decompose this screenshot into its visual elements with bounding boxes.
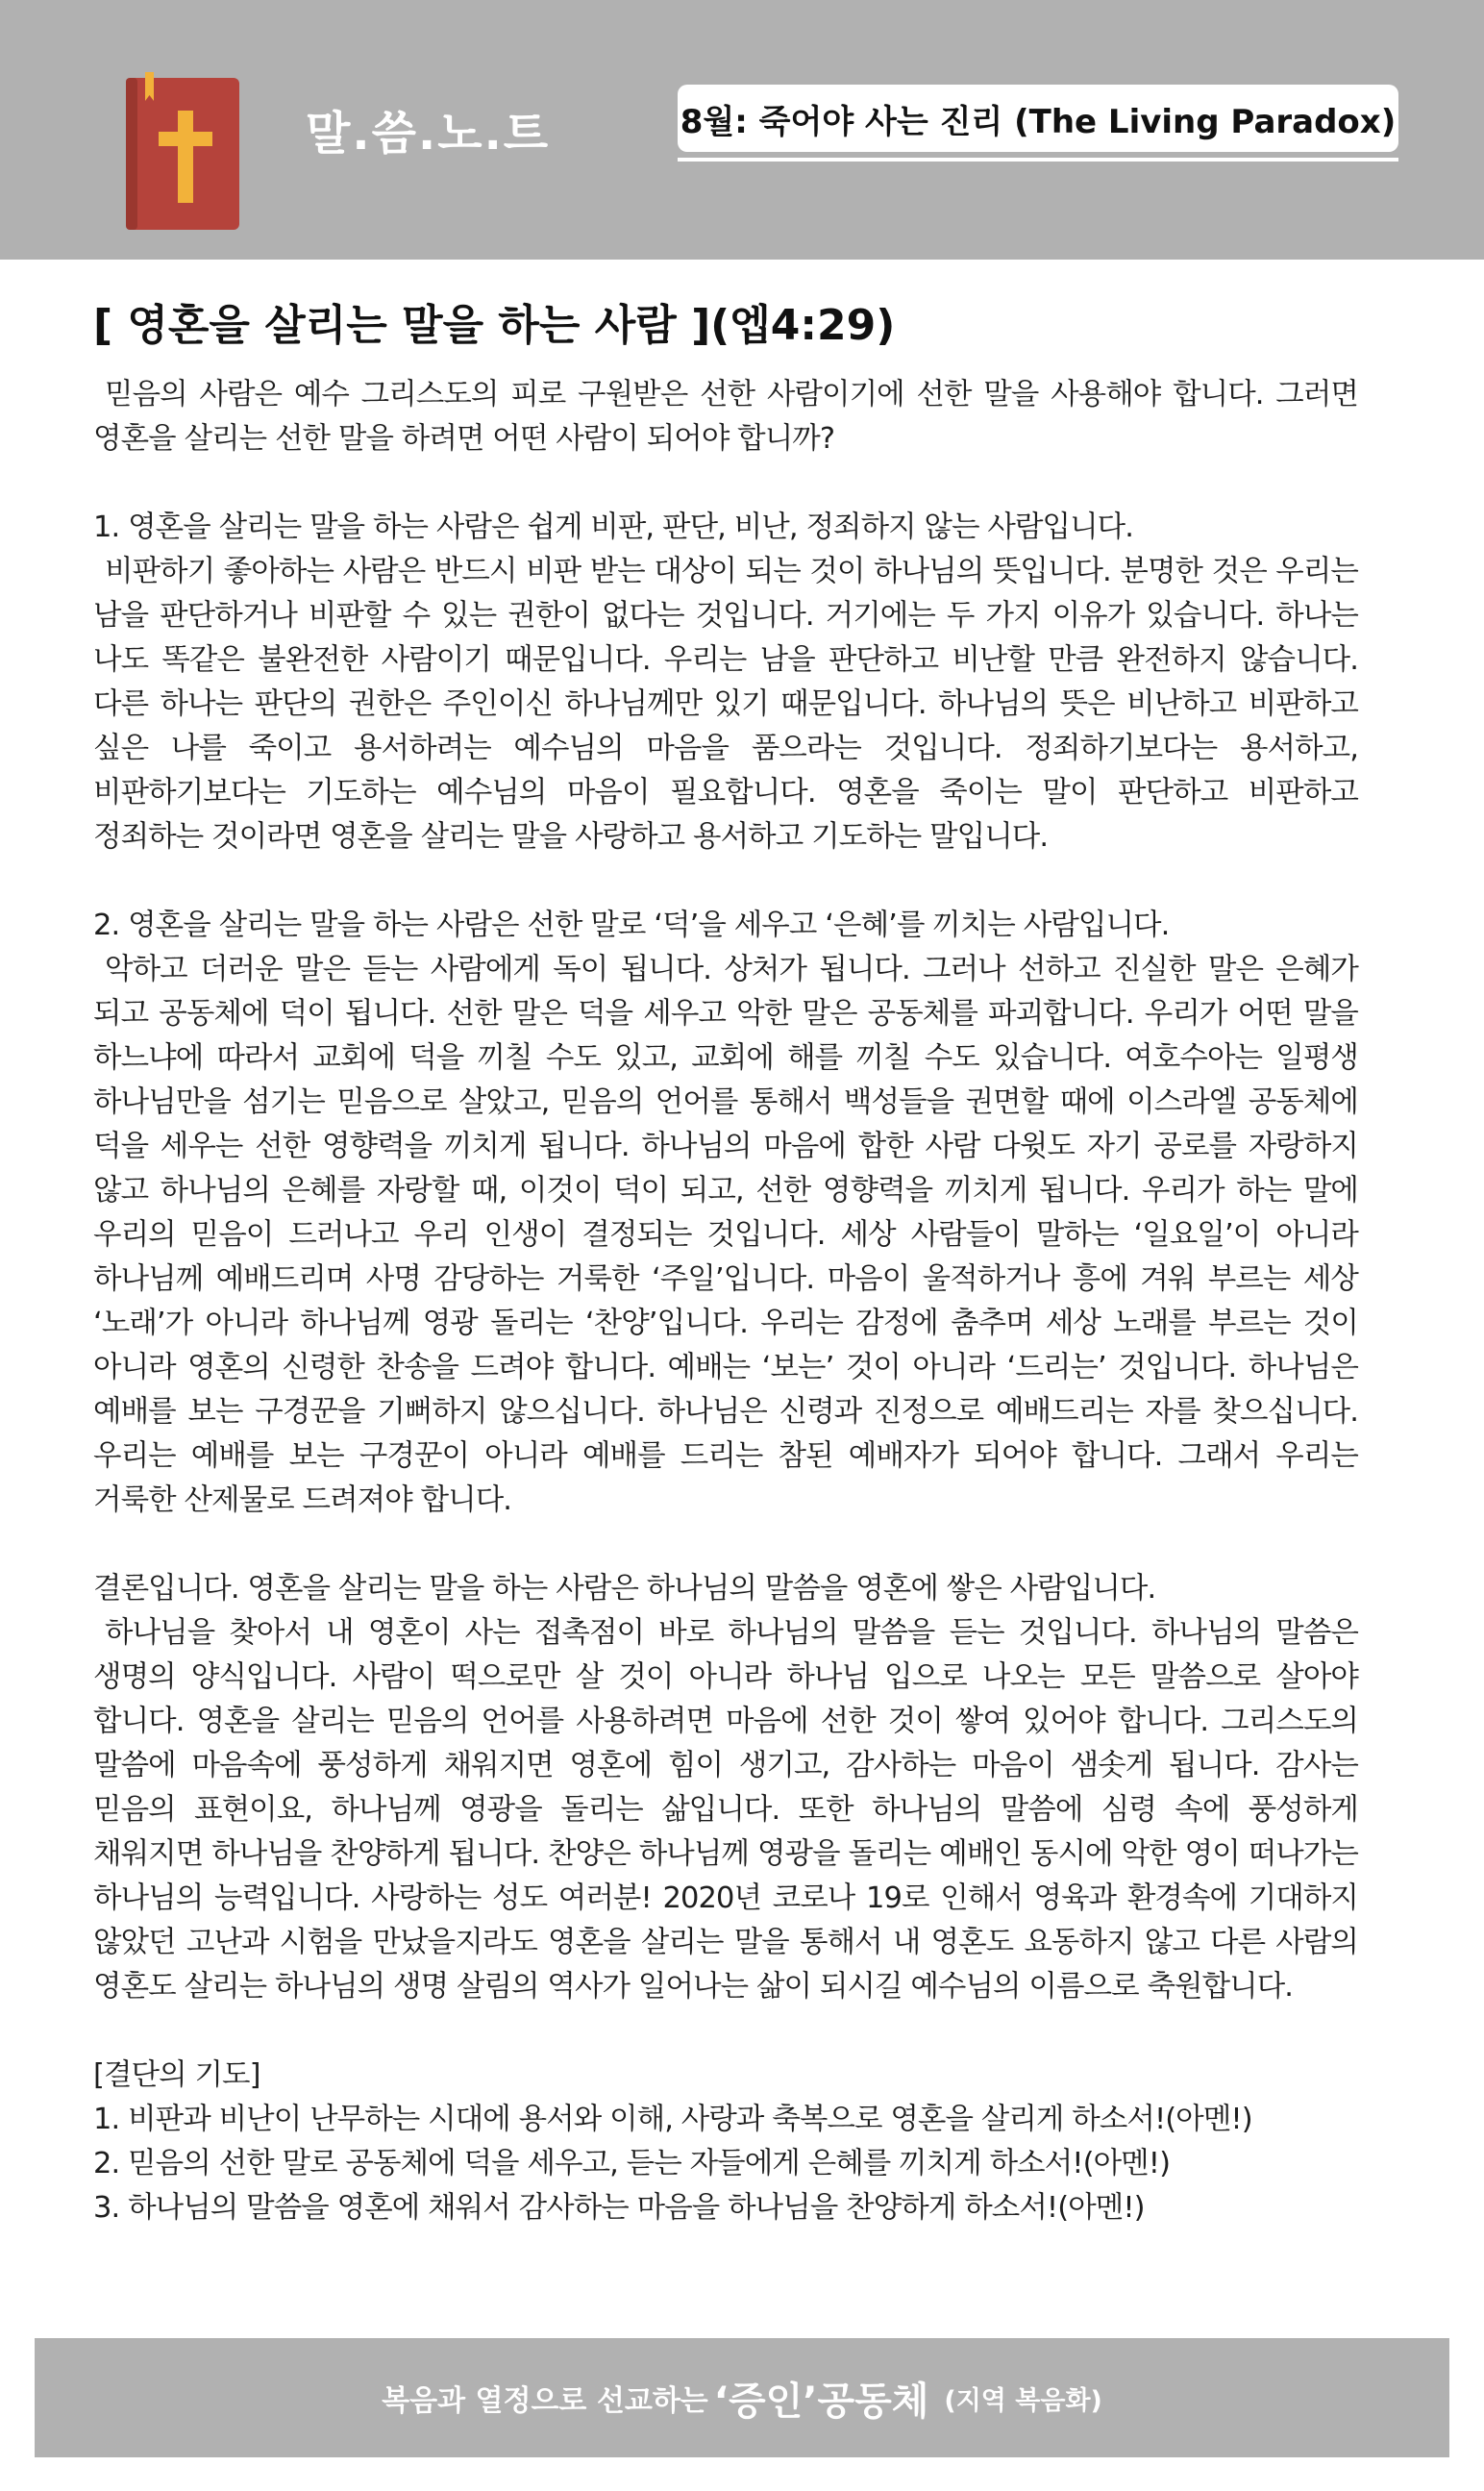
prayer-item: 2. 믿음의 선한 말로 공동체에 덕을 세우고, 듣는 자들에게 은혜를 끼치게 하소서!(아멘!) xyxy=(93,2147,1171,2180)
intro-paragraph: 믿음의 사람은 예수 그리스도의 피로 구원받은 선한 사람이기에 선한 말을 사용해야 합니다. 그러면 영혼을 살리는 선한 말을 하려면 어떤 사람이 되어야 합니까? xyxy=(93,378,1358,456)
prayer-heading: [결단의 기도] xyxy=(93,2058,260,2092)
footer-banner xyxy=(35,2338,1449,2457)
divider xyxy=(678,158,1398,162)
point2-body: 악하고 더러운 말은 듣는 사람에게 독이 됩니다. 상처가 됩니다. 그러나 선하고 진실한 말은 은혜가 되고 공동체에 덕이 됩니다. 선한 말은 덕을 세우고 악한 말은 공동체를 파괴합니다. 우리가 어떤 말을 하느냐에 따라서 교회에 덕을 끼칠 수도 있고, 교회에 해를 끼칠 수도 있습니다. 여호수아는 일평생 하나님만을 섬기는 믿음으로 살았고, 믿음의 언어를 통해서 백성들을 권면할 때에 이스라엘 공동체에 덕을 세우는 선한 영향력을 끼치게 됩니다. 하나님의 마음에 합한 사람 다윗도 자기 공로를 자랑하지 않고 하나님의 은혜를 자랑할 때, 이것이 덕이 되고, 선한 영향력을 끼치게 됩니다. 우리가 하는 말에 우리의 믿음이 드러나고 우리 인생이 결정되는 것입니다. 세상 사람들이 말하는 ‘일요일’이 아니라 하나님께 예배드리며 사명 감당하는 거룩한 ‘주일’입니다. 마음이 울적하거나 흥에 겨워 부르는 세상 ‘노래’가 아니라 하나님께 영광 돌리는 ‘찬양’입니다. 우리는 감정에 춤추며 세상 노래를 부르는 것이 아니라 영혼의 신령한 찬송을 드려야 합니다. 예배는 ‘보는’ 것이 아니라 ‘드리는’ 것입니다. 하나님은 예배를 보는 구경꾼을 기뻐하지 않으십니다. 하나님은 신령과 진정으로 예배드리는 자를 찾으십니다. 우리는 예배를 보는 구경꾼이 아니라 예배를 드리는 참된 예배자가 되어야 합니다. 그래서 우리는 거룩한 산제물로 드려져야 합니다. xyxy=(93,953,1358,1517)
month-theme-box xyxy=(678,85,1398,152)
footer-suffix: (지역 복음화) xyxy=(944,2385,1102,2416)
sermon-title: [ 영혼을 살리는 말을 하는 사람 ](엡4:29) xyxy=(93,301,896,350)
spacer xyxy=(93,2009,1358,2054)
conclusion-body: 하나님을 찾아서 내 영혼이 사는 접촉점이 바로 하나님의 말씀을 듣는 것입니다. 하나님의 말씀은 생명의 양식입니다. 사람이 떡으로만 살 것이 아니라 하나님 입으로 나오는 모든 말씀으로 살아야 합니다. 영혼을 살리는 믿음의 언어를 사용하려면 마음에 선한 것이 쌓여 있어야 합니다. 그리스도의 말씀에 마음속에 풍성하게 채워지면 영혼에 힘이 생기고, 감사하는 마음이 샘솟게 됩니다. 감사는 믿음의 표현이요, 하나님께 영광을 돌리는 삶입니다. 또한 하나님의 말씀에 심령 속에 풍성하게 채워지면 하나님을 찬양하게 됩니다. 찬양은 하나님께 영광을 돌리는 예배인 동시에 악한 영이 떠나가는 하나님의 능력입니다. 사랑하는 성도 여러분! 2020년 코로나 19로 인해서 영육과 환경속에 기대하지 않았던 고난과 시험을 만났을지라도 영혼을 살리는 말을 통해서 내 영혼도 요동하지 않고 다른 사람의 영혼도 살리는 하나님의 생명 살림의 역사가 일어나는 삶이 되시길 예수님의 이름으로 축원합니다. xyxy=(93,1616,1358,2004)
sermon-content xyxy=(93,290,1358,2230)
brand-title: 말.씀.노.트 xyxy=(306,107,551,161)
spacer xyxy=(93,461,1358,506)
footer-prefix: 복음과 열정으로 선교하는 xyxy=(382,2384,708,2418)
prayer-item: 1. 비판과 비난이 난무하는 시대에 용서와 이해, 사랑과 축복으로 영혼을 살리게 하소서!(아멘!) xyxy=(93,2103,1252,2136)
header-banner xyxy=(0,0,1484,260)
point1-heading: 1. 영혼을 살리는 말을 하는 사람은 쉽게 비판, 판단, 비난, 정죄하지 않는 사람입니다. xyxy=(93,511,1134,544)
month-theme-label: 8월: 죽어야 사는 진리 (The Living Paradox) xyxy=(680,102,1397,141)
spacer xyxy=(93,859,1358,904)
bible-cross-icon xyxy=(120,72,245,236)
point2-heading: 2. 영혼을 살리는 말을 하는 사람은 선한 말로 ‘덕’을 세우고 ‘은혜’를 끼치는 사람입니다. xyxy=(93,909,1170,942)
conclusion-heading: 결론입니다. 영혼을 살리는 말을 하는 사람은 하나님의 말씀을 영혼에 쌓은 사람입니다. xyxy=(93,1572,1156,1606)
prayer-item: 3. 하나님의 말씀을 영혼에 채워서 감사하는 마음을 하나님을 찬양하게 하소서!(아멘!) xyxy=(93,2191,1145,2225)
footer-highlight: ‘증인’공동체 xyxy=(713,2379,929,2424)
point1-body: 비판하기 좋아하는 사람은 반드시 비판 받는 대상이 되는 것이 하나님의 뜻입니다. 분명한 것은 우리는 남을 판단하거나 비판할 수 있는 권한이 없다는 것입니다. 거기에는 두 가지 이유가 있습니다. 하나는 나도 똑같은 불완전한 사람이기 때문입니다. 우리는 남을 판단하고 비난할 만큼 완전하지 않습니다. 다른 하나는 판단의 권한은 주인이신 하나님께만 있기 때문입니다. 하나님의 뜻은 비난하고 비판하고 싶은 나를 죽이고 용서하려는 예수님의 마음을 품으라는 것입니다. 정죄하기보다는 용서하고, 비판하기보다는 기도하는 예수님의 마음이 필요합니다. 영혼을 죽이는 말이 판단하고 비판하고 정죄하는 것이라면 영혼을 살리는 말을 사랑하고 용서하고 기도하는 말입니다. xyxy=(93,555,1358,854)
spacer xyxy=(93,1523,1358,1567)
